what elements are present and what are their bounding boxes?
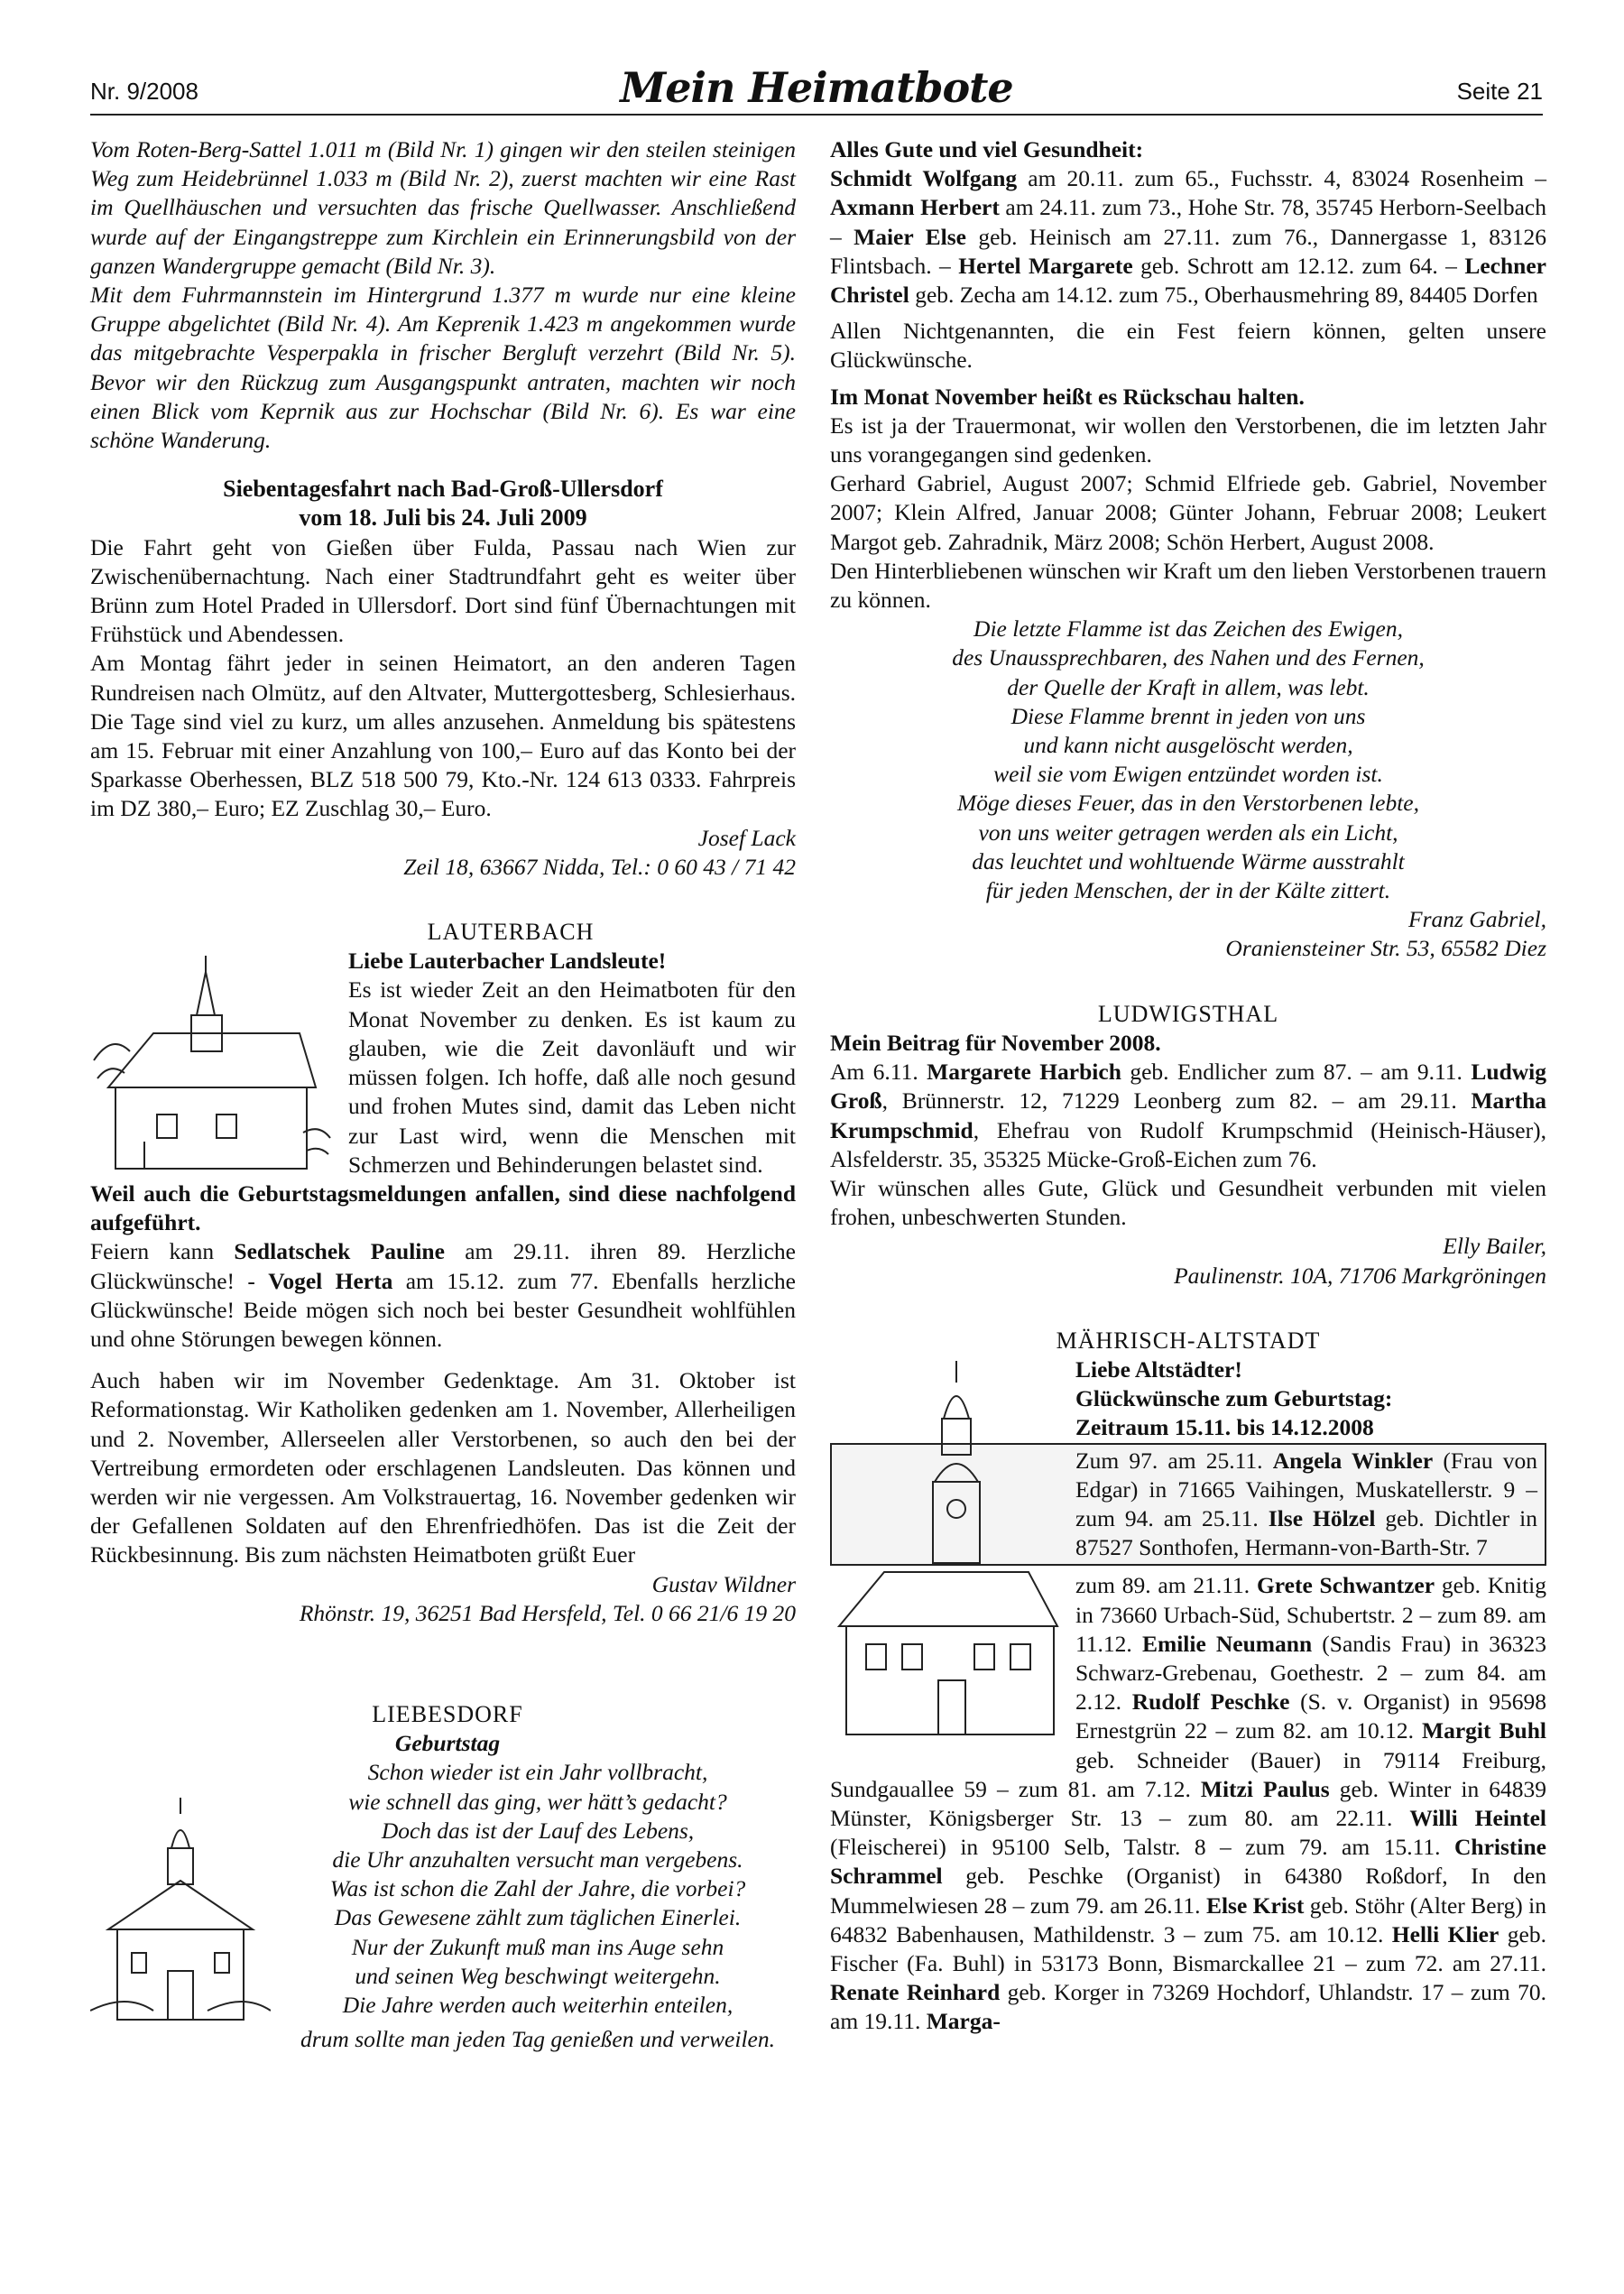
november-deceased: Gerhard Gabriel, August 2007; Schmid Elfriede geb. Gabriel, November 2007; Klein Alfred, Januar 2008; Günter Johann, Februar 2008; Leukert Margot geb. Zahradnik, März 2008; Schön Herbert, August 2008. [830, 470, 1546, 555]
lauterbach-text-1: Es ist wieder Zeit an den Heimatboten für den Monat November zu denken. Es ist kaum zu glauben, wie die Zeit davonläuft und wir müssen folgen. Ich hoffe, daß alle noch gesund und frohen Mutes sind, damit das Leben nicht zur Last wird, wenn die Menschen mit Schmerzen und Behinderungen belastet sind. [348, 976, 796, 1178]
birthday-poem-last-line: drum sollte man jeden Tag genießen und verweilen. [300, 2026, 775, 2053]
flame-signature: Franz Gabriel, [1408, 906, 1546, 933]
ludwigsthal-heading: Mein Beitrag für November 2008. [830, 1029, 1161, 1056]
trip-dates: vom 18. Juli bis 24. Juli 2009 [299, 504, 587, 532]
altstadt-greeting: Liebe Altstädter! [1075, 1355, 1242, 1383]
left-column [90, 135, 796, 2055]
masthead-logo: Mein Heimatbote [620, 63, 1013, 112]
ludwigsthal-birthdays: Am 6.11. Margarete Harbich geb. Endlicher zum 87. – am 9.11. Ludwig Groß, Brünnerstr. 12, 71229 Leonberg zum 82. – am 29.11. Martha Krumpschmid, Ehefrau von Rudolf Krumpschmid (Heinisch-Häuser), Alsfelderstr. 35, 35325 Mücke-Groß-Eichen zum 76. [830, 1059, 1546, 1172]
lauterbach-greeting: Liebe Lauterbacher Landsleute! [348, 948, 667, 975]
hike-report-p2: Mit dem Fuhrmannstein im Hintergrund 1.377 m wurde nur eine kleine Gruppe abgelichtet (Bild Nr. 4). Am Keprenik 1.423 m angekommen wurde das mitgebrachte Vesperpakla in frischer Bergluft verzehrt (Bild Nr. 5). Bevor wir den Rückzug zum Ausgangspunkt antraten, machten wir noch einen Blick vom Keprnik aus zur Hochschar (Bild Nr. 6). Es war eine schöne Wanderung. [90, 282, 796, 454]
trip-address: Zeil 18, 63667 Nidda, Tel.: 0 60 43 / 71 42 [403, 853, 796, 880]
november-heading: Im Monat November heißt es Rückschau halten. [830, 383, 1305, 410]
hike-report-p1: Vom Roten-Berg-Sattel 1.011 m (Bild Nr. 1) gingen wir den steilen steinigen Weg zum Heidebrünnel 1.033 m (Bild Nr. 2), zuerst machten wir eine Rast im Quellhäuschen und versuchten das frische Quellwasser. Anschließend wurde auf der Eingangstreppe zum Kirchlein ein Erinnerungsbild von der ganzen Wandergruppe gemacht (Bild Nr. 3). [90, 136, 796, 279]
lauterbach-text-3: Auch haben wir im November Gedenktage. Am 31. Oktober ist Reformationstag. Wir Katholiken gedenken am 1. November, Allerheiligen und 2. November, Allerseelen aller Verstorbenen, so auch den bei der Vertreibung ermordeten oder erschlagenen Landsleuten. Das können und werden wir nie vergessen. Am Volkstrauertag, 16. November gedenken wir der Gefallenen Soldaten auf den Ehrenfriedhöfen. Das ist die Zeit der Rückbesinnung. Bis zum nächsten Heimatboten grüßt Euer [90, 1367, 796, 1568]
altstadt-birthdays: zum 89. am 21.11. Grete Schwantzer geb. Knitig in 73660 Urbach-Süd, Schubertstr. 2 – zum 89. am 11.12. Emilie Neumann (Sandis Frau) in 36323 Schwarz-Grebenau, Goethestr. 2 – zum 84. am 2.12. Rudolf Peschke (S. v. Organist) in 95698 Ernestgrün 22 – zum 82. am 10.12. Margit Buhl geb. Schneider (Bauer) in 79114 Freiburg, Sundgauallee 59 – zum 81. am 7.12. Mitzi Paulus geb. Winter in 64839 Münster, Königsberger Str. 13 – zum 80. am 22.11. Willi Heintel (Fleischerei) in 95100 Selb, Talstr. 8 – zum 79. am 15.11. Christine Schrammel geb. Peschke (Organist) in 64380 Roßdorf, In den Mummelwiesen 28 – zum 79. am 26.11. Else Krist geb. Stöhr (Alter Berg) in 64832 Babenhausen, Mathildenstr. 3 – zum 75. am 10.12. Helli Klier geb. Fischer (Fa. Buhl) in 53173 Bonn, Bismarckallee 21 – zum 72. am 27.11. Renate Reinhard geb. Korger in 73269 Hochdorf, Uhlandstr. 17 – zum 70. am 19.11. Marga- [830, 1572, 1547, 2035]
altstadt-title: MÄHRISCH-ALTSTADT [1056, 1327, 1321, 1354]
trip-heading: Siebentagesfahrt nach Bad-Groß-Ullersdorf [223, 476, 663, 503]
issue-number: Nr. 9/2008 [90, 78, 198, 105]
november-text-3: Den Hinterbliebenen wünschen wir Kraft um den lieben Verstorbenen trauern zu können. [830, 557, 1546, 614]
altstadt-heading: Glückwünsche zum Geburtstag: [1075, 1385, 1393, 1412]
altstadt-highlight-box: Zum 97. am 25.11. Angela Winkler (Frau von Edgar) in 71665 Vaihingen, Muskatellerstr. 9 – zum 94. am 25.11. Ilse Hölzel geb. Dichtler in 87527 Sonthofen, Hermann-von-Barth-Str. 7 [830, 1443, 1546, 1567]
town-hall-illustration-icon [830, 1355, 1066, 1753]
trip-text-1: Die Fahrt geht von Gießen über Fulda, Passau nach Wien zur Zwischenübernachtung. Nach einer Stadtrundfahrt geht es weiter über Brünn zum Hotel Praded in Ullersdorf. Dort sind fünf Übernachtungen mit Frühstück und Abendessen. [90, 533, 796, 648]
wishes-heading: Alles Gute und viel Gesundheit: [830, 136, 1144, 162]
wishes-text: Allen Nichtgenannten, die ein Fest feiern können, gelten unsere Glückwünsche. [830, 318, 1546, 374]
lauterbach-birthday-heading: Weil auch die Geburtstagsmeldungen anfallen, sind diese nachfolgend aufgeführt. [90, 1179, 796, 1236]
page-number: Seite 21 [1456, 78, 1543, 105]
lauterbach-signature: Gustav Wildner [651, 1570, 796, 1597]
lauterbach-address: Rhönstr. 19, 36251 Bad Hersfeld, Tel. 0 66 21/6 19 20 [299, 1599, 796, 1626]
ludwigsthal-text: Wir wünschen alles Gute, Glück und Gesundheit verbunden mit vielen frohen, unbeschwerten Stunden. [830, 1174, 1546, 1231]
trip-signature: Josef Lack [697, 824, 796, 851]
chapel-illustration-icon [90, 952, 336, 1178]
altstadt-period: Zeitraum 15.11. bis 14.12.2008 [1075, 1414, 1374, 1441]
birthday-poem: Schon wieder ist ein Jahr vollbracht, wie schnell das ging, wer hätt’s gedacht? Doch das ist der Lauf des Lebens, die Uhr anzuhalten versucht man vergebens. Was ist schon die Zahl der Jahre, die vorbei? Das Gewesene zählt zum täglichen Einerlei. Nur der Zukunft muß man ins Auge sehn und seinen Weg beschwingt weitergehn. Die Jahre werden auch weiterhin enteilen, [329, 1759, 746, 2018]
lauterbach-title: LAUTERBACH [427, 919, 595, 946]
right-column [830, 135, 1546, 2037]
liebesdorf-title: LIEBESDORF [372, 1700, 523, 1727]
flame-poem: Die letzte Flamme ist das Zeichen des Ewigen, des Unaussprechbaren, des Nahen und des Fernen, der Quelle der Kraft in allem, was lebt. Diese Flamme brennt in jeden von uns und kann nicht ausgelöscht werden, weil sie vom Ewigen entzündet worden ist. Möge dieses Feuer, das in den Verstorbenen lebte, von uns weiter getragen werden als ein Licht, das leuchtet und wohltuende Wärme ausstrahlt für jeden Menschen, der in der Kälte zittert. [952, 615, 1425, 904]
ludwigsthal-title: LUDWIGSTHAL [1097, 1000, 1279, 1027]
trip-text-2: Am Montag fährt jeder in seinen Heimatort, an den anderen Tagen Rundreisen nach Olmütz, auf den Altvater, Muttergottesberg, Schlesierhaus. Die Tage sind viel zu kurz, um alles anzusehen. Anmeldung bis spätestens am 15. Februar mit einer Anzahlung von 100,– Euro auf das Konto bei der Sparkasse Oberhessen, BLZ 518 500 79, Kto.-Nr. 124 613 0333. Fahrpreis im DZ 380,– Euro; EZ Zuschlag 30,– Euro. [90, 650, 796, 822]
ludwigsthal-address: Paulinenstr. 10A, 71706 Markgröningen [1174, 1262, 1546, 1289]
november-text-1: Es ist ja der Trauermonat, wir wollen den Verstorbenen, die im letzten Jahr uns vorangegangen sind gedenken. [830, 412, 1546, 468]
liebesdorf-subtitle: Geburtstag [394, 1730, 501, 1757]
ludwigsthal-signature: Elly Bailer, [1443, 1233, 1546, 1260]
page-header [90, 63, 1543, 116]
lauterbach-birthdays: Feiern kann Sedlatschek Pauline am 29.11. ihren 89. Herzliche Glückwünsche! - Vogel Herta am 15.12. zum 77. Ebenfalls herzliche Glückwünsche! Beide mögen sich noch bei bester Gesundheit wohlfühlen und ohne Störungen bewegen können. [90, 1238, 796, 1352]
flame-address: Oraniensteiner Str. 53, 65582 Diez [1225, 935, 1546, 962]
wishes-list: Schmidt Wolfgang am 20.11. zum 65., Fuchsstr. 4, 83024 Rosenheim – Axmann Herbert am 24.11. zum 73., Hohe Str. 78, 35745 Herborn-Seelbach – Maier Else geb. Heinisch am 27.11. zum 76., Dannergasse 1, 83126 Flintsbach. – Hertel Margarete geb. Schrott am 12.12. zum 64. – Lechner Christel geb. Zecha am 14.12. zum 75., Oberhausmehring 89, 84405 Dorfen [830, 165, 1547, 309]
church-illustration-icon [90, 1794, 271, 2029]
